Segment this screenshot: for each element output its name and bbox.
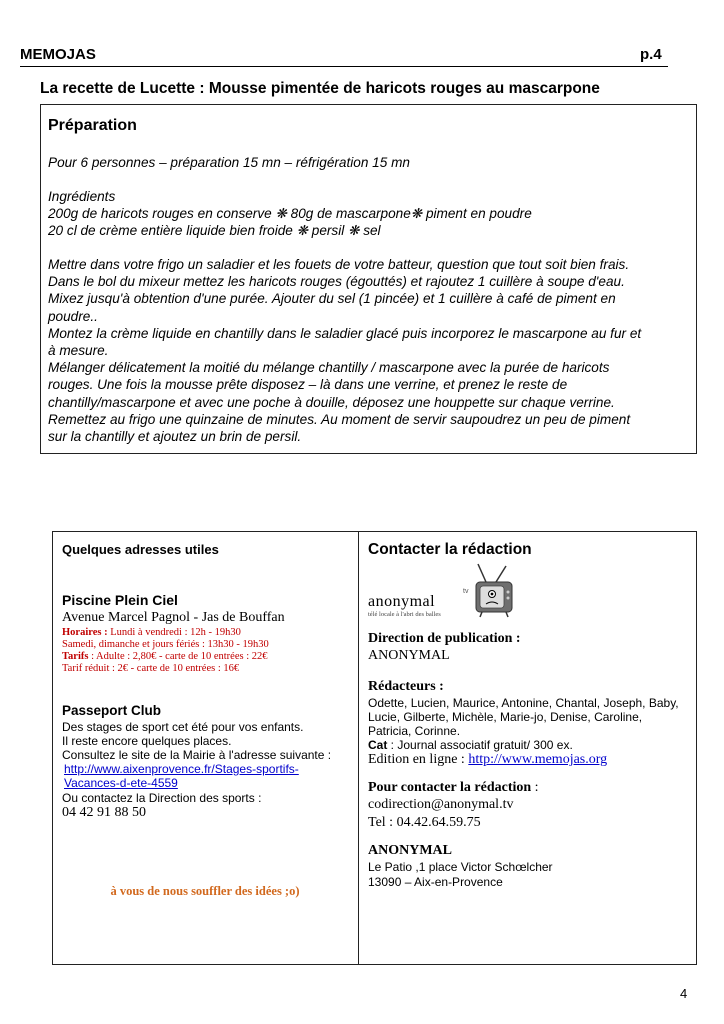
- mairie-link-line-2[interactable]: Vacances-d-ete-4559: [64, 776, 178, 791]
- pour-contacter-line: [368, 780, 539, 796]
- passeport-line-4: Ou contactez la Direction des sports :: [62, 791, 262, 805]
- contact-email: codirection@anonymal.tv: [368, 797, 514, 812]
- step-line: sur la chantilly et ajoutez un brin de persil.: [48, 429, 302, 445]
- mairie-link-line-1[interactable]: http://www.aixenprovence.fr/Stages-sportifs-: [64, 762, 299, 776]
- ingredients-label: Ingrédients: [48, 189, 116, 204]
- cat-value: : Journal associatif gratuit/ 300 ex.: [387, 738, 573, 752]
- horaires-label: Horaires :: [62, 627, 108, 638]
- recipe-title: La recette de Lucette : Mousse pimentée de haricots rouges au mascarpone: [40, 80, 600, 97]
- ingredients-line-1: 200g de haricots rouges en conserve ❋ 80g de mascarpone❋ piment en poudre: [48, 206, 532, 221]
- slogan: à vous de nous souffler des idées ;o): [110, 884, 300, 898]
- edition-label: Edition en ligne :: [368, 752, 469, 767]
- step-line: rouges. Une fois la mousse prête disposez – là dans une verrine, et prenez le reste de: [48, 377, 568, 393]
- mairie-link[interactable]: [64, 762, 299, 790]
- org-address-1: Le Patio ,1 place Victor Schœlcher: [368, 860, 553, 874]
- page-number: 4: [680, 986, 688, 1001]
- passeport-line-2: Il reste encore quelques places.: [62, 734, 232, 748]
- piscine-tarifs: [62, 651, 268, 663]
- redacteurs-line-2: Lucie, Gilberte, Michèle, Marie-jo, Denise, Caroline,: [368, 710, 643, 724]
- tarifs-label: Tarifs: [62, 651, 89, 662]
- passeport-line-1: Des stages de sport cet été pour vos enfants.: [62, 720, 304, 734]
- step-line: chantilly/mascarpone et avec une poche à douille, déposez une houppette sur chaque verrine.: [48, 394, 615, 410]
- redacteurs-label: Rédacteurs :: [368, 679, 444, 694]
- redacteurs-line-1: Odette, Lucien, Maurice, Antonine, Chantal, Joseph, Baby,: [368, 696, 679, 710]
- piscine-address: Avenue Marcel Pagnol - Jas de Bouffan: [62, 610, 285, 625]
- piscine-tarif-reduit: Tarif réduit : 2€ - carte de 10 entrées : 16€: [62, 663, 240, 674]
- edition-line: [368, 752, 607, 768]
- pour-colon: :: [531, 780, 539, 795]
- redacteurs-line-3: Patricia, Corinne.: [368, 724, 461, 738]
- sports-phone: 04 42 91 88 50: [62, 805, 146, 820]
- memojas-link[interactable]: http://www.memojas.org: [468, 752, 608, 767]
- logo-tv: tv: [463, 588, 469, 595]
- header-page-label: p.4: [640, 46, 662, 63]
- contact-tel: Tel : 04.42.64.59.75: [368, 815, 481, 830]
- ingredients-line-2: 20 cl de crème entière liquide bien froide ❋ persil ❋ sel: [48, 223, 381, 238]
- contact-heading: Contacter la rédaction: [368, 541, 532, 558]
- step-line: Mixez jusqu'à obtention d'une purée. Ajouter du sel (1 pincée) et 1 cuillère à café de piment en: [48, 291, 616, 307]
- step-line: à mesure.: [48, 343, 109, 359]
- recipe-steps: [48, 256, 641, 445]
- pour-label: Pour contacter la rédaction: [368, 780, 532, 795]
- step-line: Remettez au frigo une quinzaine de minutes. Au moment de servir saupoudrez un peu de piment: [48, 411, 631, 427]
- header-brand: MEMOJAS: [20, 46, 96, 63]
- tarifs-value: : Adulte : 2,80€ - carte de 10 entrées : 22€: [88, 651, 268, 662]
- step-line: Montez la crème liquide en chantilly dans le saladier glacé puis incorporez le mascarpone au fur et: [48, 325, 642, 341]
- passeport-line-3: Consultez le site de la Mairie à l'adresse suivante :: [62, 748, 332, 762]
- logo-tagline: télé locale à l'abri des balles: [368, 611, 441, 618]
- header-rule: [20, 66, 668, 67]
- step-line: Mélanger délicatement la moitié du mélange chantilly / mascarpone avec la purée de haricots: [48, 360, 610, 376]
- direction-label: Direction de publication :: [368, 631, 521, 646]
- piscine-horaires: [62, 627, 241, 639]
- addresses-heading: Quelques adresses utiles: [62, 542, 219, 557]
- recipe-servings: Pour 6 personnes – préparation 15 mn – réfrigération 15 mn: [48, 155, 410, 170]
- step-line: Mettre dans votre frigo un saladier et les fouets de votre batteur, question que tout soit bien frais.: [48, 257, 630, 272]
- cat-line: [368, 738, 573, 752]
- step-line: poudre..: [48, 308, 98, 324]
- cat-label: Cat: [368, 738, 388, 752]
- passeport-name: Passeport Club: [62, 703, 162, 718]
- tv-icon: [472, 562, 518, 618]
- step-line: Dans le bol du mixeur mettez les haricots rouges (égouttés) et rajoutez 1 cuillère à soupe d'eau.: [48, 274, 625, 290]
- column-divider: [358, 531, 359, 965]
- horaires-value: Lundi à vendredi : 12h - 19h30: [107, 627, 241, 638]
- direction-value: ANONYMAL: [368, 648, 450, 663]
- preparation-heading: Préparation: [48, 117, 137, 134]
- anonymal-logo: [368, 560, 518, 620]
- logo-wordmark: anonymal: [368, 593, 436, 610]
- org-address-2: 13090 – Aix-en-Provence: [368, 875, 503, 889]
- piscine-weekend: Samedi, dimanche et jours fériés : 13h30 - 19h30: [62, 639, 269, 650]
- org-name: ANONYMAL: [368, 843, 452, 858]
- piscine-name: Piscine Plein Ciel: [62, 592, 178, 608]
